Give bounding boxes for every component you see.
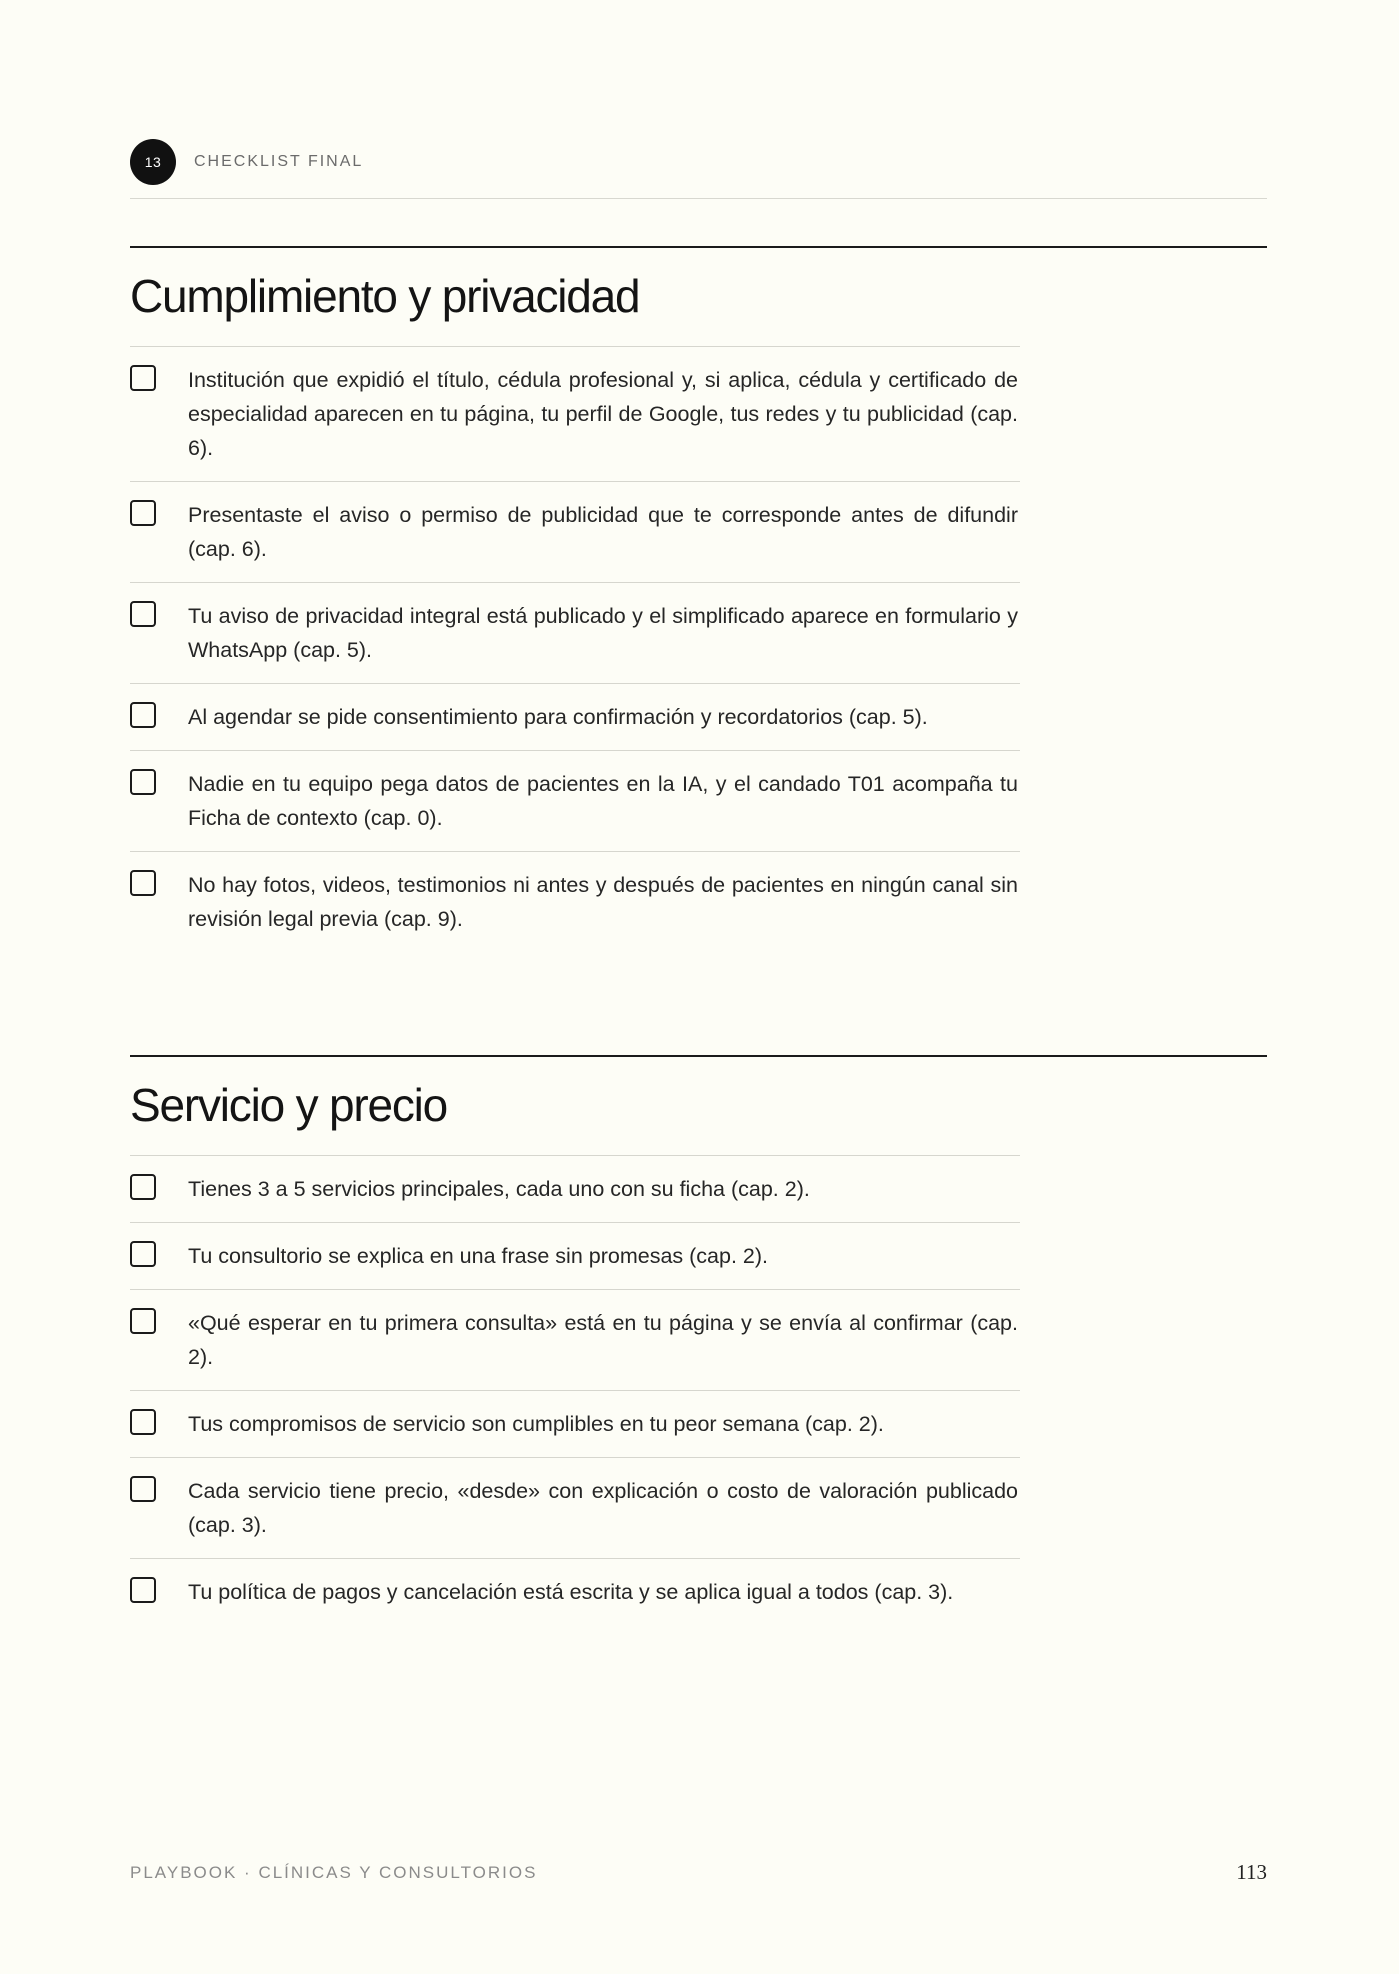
page-footer xyxy=(130,1860,1267,1885)
checklist-item-text: Tu política de pagos y cancelación está escrita y se aplica igual a todos (cap. 3). xyxy=(188,1580,954,1604)
section-rule xyxy=(130,246,1267,248)
page-number: 113 xyxy=(1236,1860,1267,1884)
checklist-item-text: Al agendar se pide consentimiento para confirmación y recordatorios (cap. 5). xyxy=(188,705,928,729)
checkbox[interactable] xyxy=(130,1577,156,1603)
checkbox[interactable] xyxy=(130,1409,156,1435)
checkbox[interactable] xyxy=(130,702,156,728)
section-rule xyxy=(130,1055,1267,1057)
header-divider xyxy=(130,198,1267,199)
section-compliance-privacy xyxy=(130,246,1267,952)
checklist-item xyxy=(130,1458,1020,1559)
checklist-item-text: Tienes 3 a 5 servicios principales, cada uno con su ficha (cap. 2). xyxy=(188,1177,810,1201)
checklist-item xyxy=(130,1223,1020,1290)
checkbox[interactable] xyxy=(130,870,156,896)
checklist-item xyxy=(130,1559,1020,1625)
checkbox[interactable] xyxy=(130,601,156,627)
checkbox[interactable] xyxy=(130,500,156,526)
checklist-item-text: Presentaste el aviso o permiso de publicidad que te corresponde antes de difundir (cap. 6). xyxy=(188,503,1018,561)
checklist-item xyxy=(130,1391,1020,1458)
section-title: Cumplimiento y privacidad xyxy=(130,270,640,322)
section-service-price xyxy=(130,1055,1267,1625)
checklist-item xyxy=(130,751,1020,852)
checkbox[interactable] xyxy=(130,1241,156,1267)
checklist-item-text: Cada servicio tiene precio, «desde» con explicación o costo de valoración publicado (cap. 3). xyxy=(188,1479,1018,1537)
checklist xyxy=(130,346,1020,952)
checklist-item-text: Nadie en tu equipo pega datos de pacientes en la IA, y el candado T01 acompaña tu Ficha de contexto (cap. 0). xyxy=(188,772,1018,830)
chapter-title: CHECKLIST FINAL xyxy=(194,153,364,170)
checklist-item xyxy=(130,583,1020,684)
checklist-item-text: Tus compromisos de servicio son cumplibles en tu peor semana (cap. 2). xyxy=(188,1412,884,1436)
checklist-item xyxy=(130,852,1020,952)
checkbox[interactable] xyxy=(130,1476,156,1502)
checklist-item xyxy=(130,684,1020,751)
chapter-number-badge: 13 xyxy=(130,139,176,185)
checkbox[interactable] xyxy=(130,1174,156,1200)
checklist-item xyxy=(130,1156,1020,1223)
checklist-item-text: Institución que expidió el título, cédula profesional y, si aplica, cédula y certificado de especialidad aparecen en tu página, tu perfil de Google, tus redes y tu publicidad (cap. 6). xyxy=(188,368,1018,460)
checkbox[interactable] xyxy=(130,365,156,391)
section-title: Servicio y precio xyxy=(130,1079,448,1131)
checklist-item-text: No hay fotos, videos, testimonios ni antes y después de pacientes en ningún canal sin revisión legal previa (cap. 9). xyxy=(188,873,1018,931)
checklist-item-text: «Qué esperar en tu primera consulta» está en tu página y se envía al confirmar (cap. 2). xyxy=(188,1311,1018,1369)
checklist-item xyxy=(130,347,1020,482)
checklist-item xyxy=(130,1290,1020,1391)
footer-running-title: PLAYBOOK · CLÍNICAS Y CONSULTORIOS xyxy=(130,1862,538,1882)
checkbox[interactable] xyxy=(130,769,156,795)
checklist xyxy=(130,1155,1020,1625)
checklist-item-text: Tu aviso de privacidad integral está publicado y el simplificado aparece en formulario y WhatsApp (cap. 5). xyxy=(188,604,1018,662)
running-header xyxy=(130,138,1267,186)
checklist-item xyxy=(130,482,1020,583)
checkbox[interactable] xyxy=(130,1308,156,1334)
checklist-item-text: Tu consultorio se explica en una frase sin promesas (cap. 2). xyxy=(188,1244,768,1268)
